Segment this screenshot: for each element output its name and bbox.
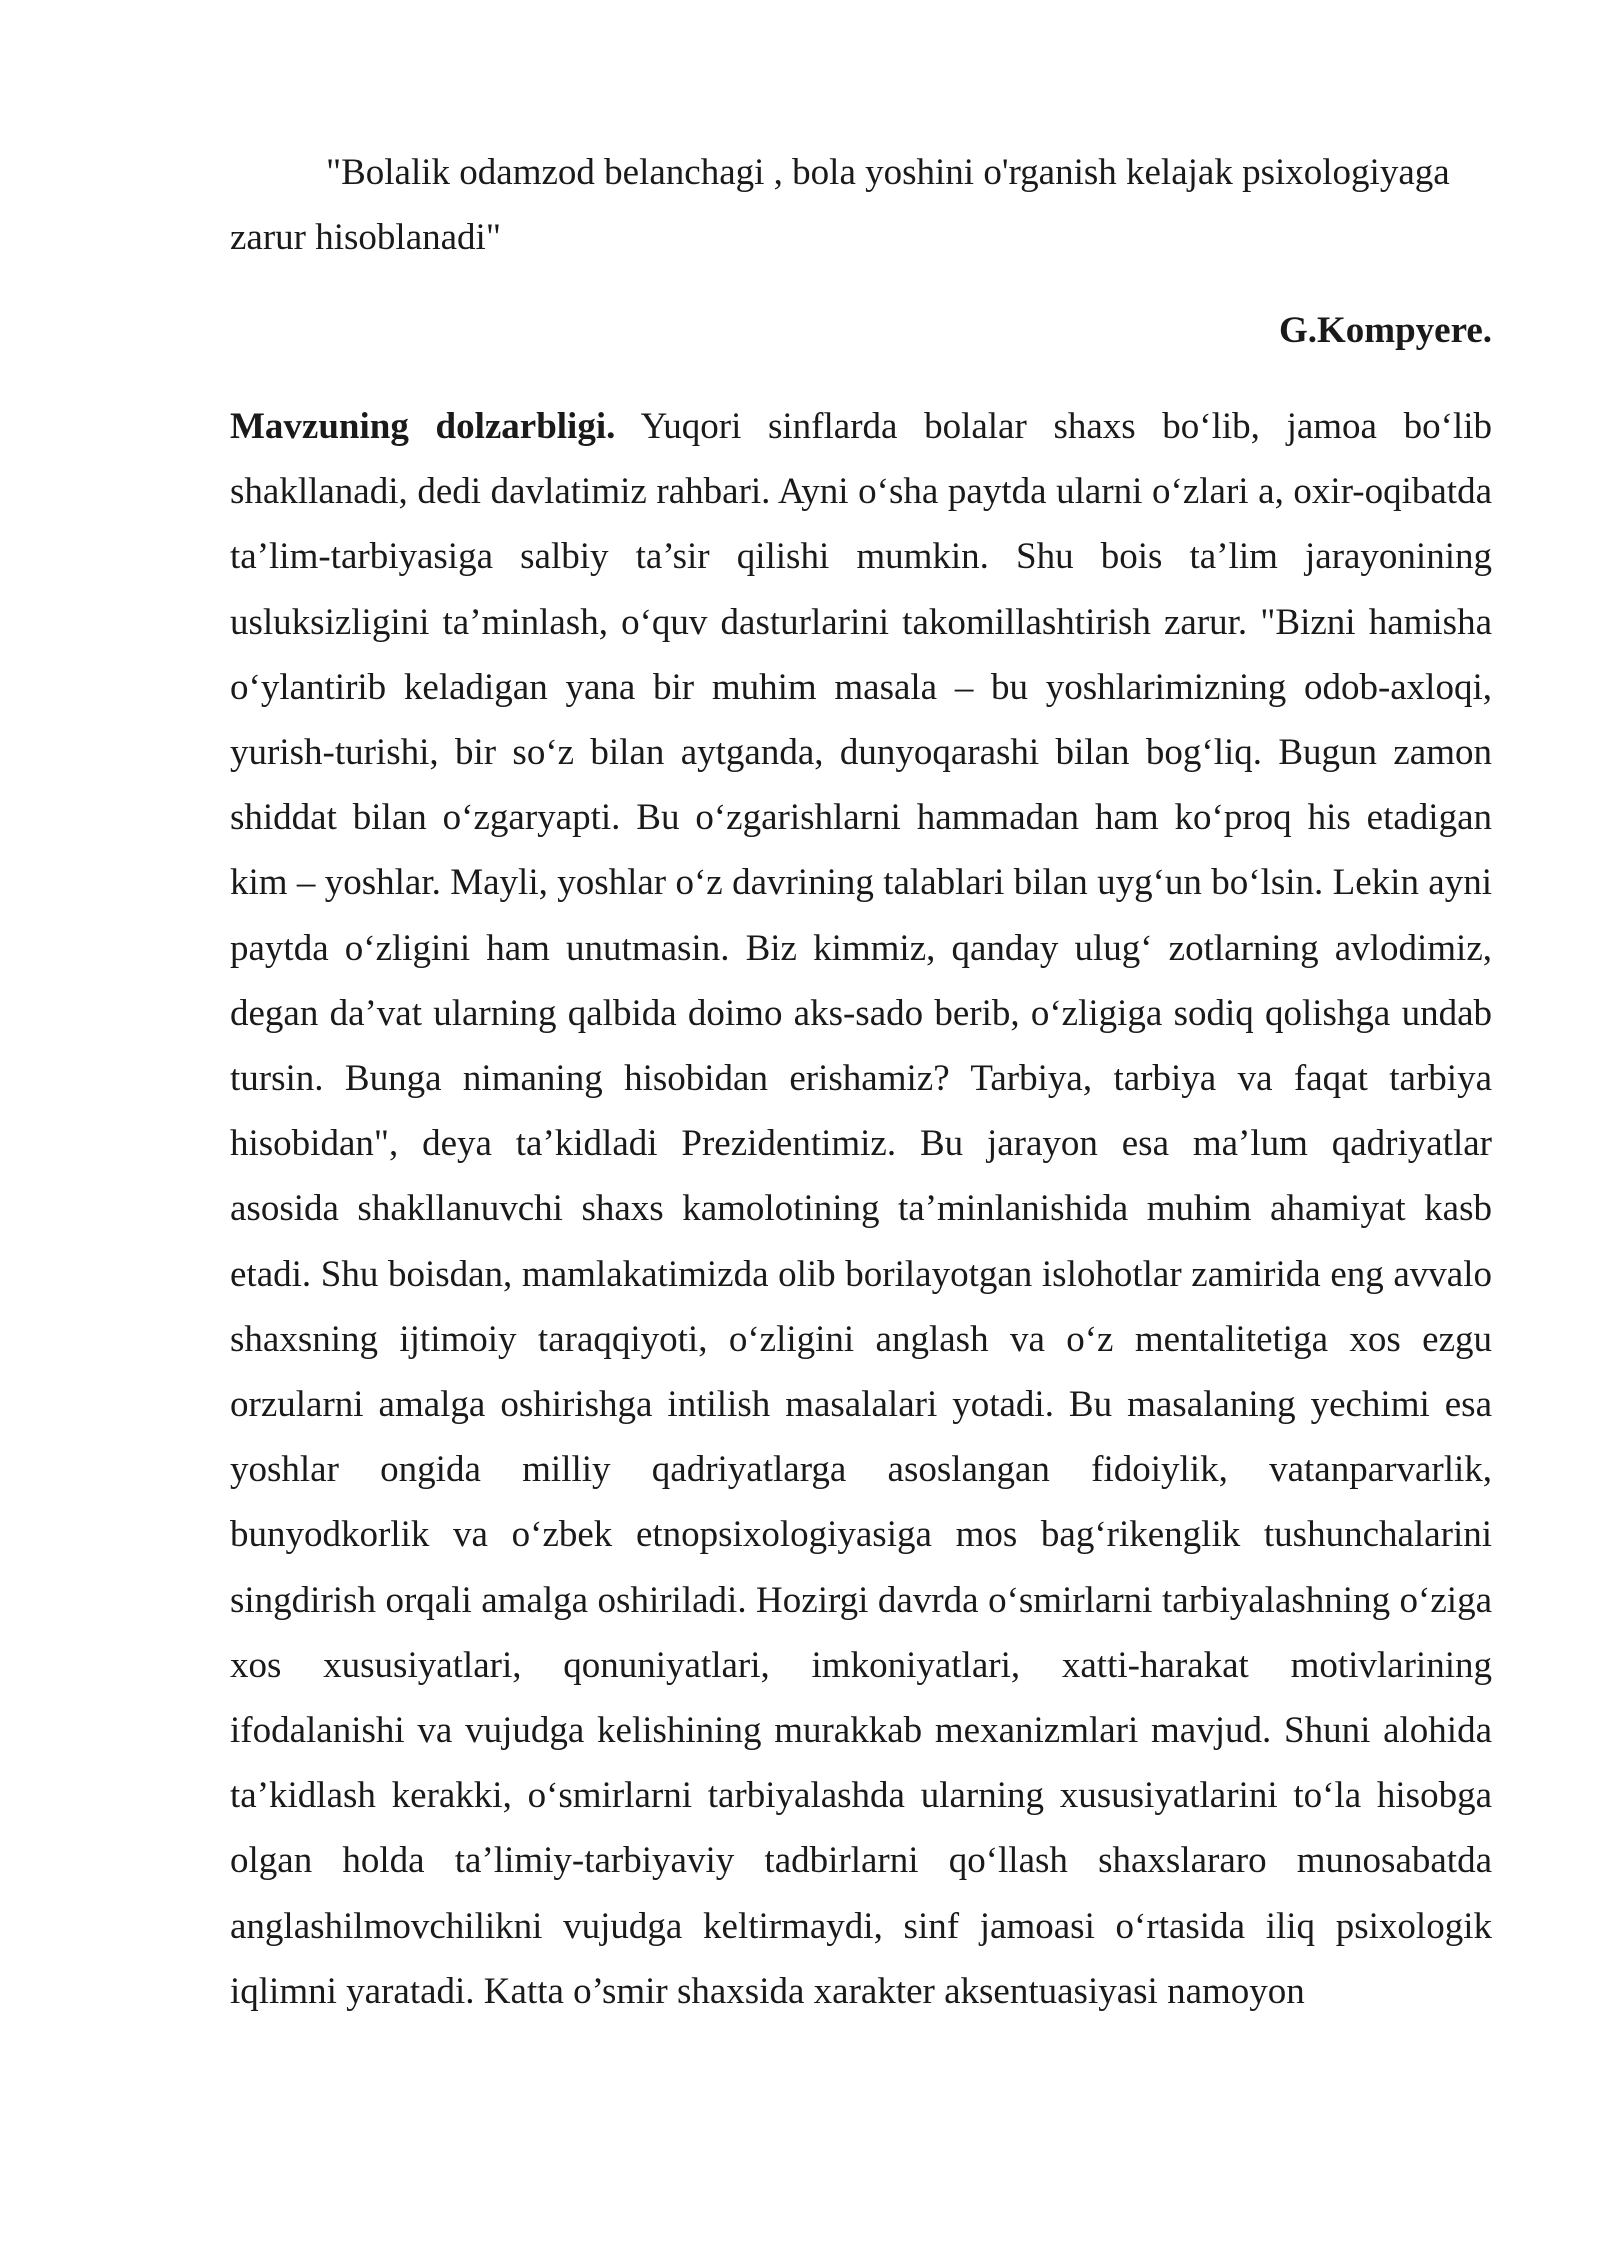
epigraph-author: G.Kompyere.	[1278, 310, 1492, 351]
document-page	[230, 140, 1492, 2024]
section-paragraph	[230, 394, 1492, 2024]
section-text: Yuqori sinflarda bolalar shaxs bo‘lib, jamoa bo‘lib shakllanadi, dedi davlatimiz rahbari. Ayni o‘sha paytda ularni o‘zlari a, oxir-oqibatda ta’lim-tarbiyasiga salbiy ta’sir qilishi mumkin. Shu bois ta’lim jarayonining usluksizligini ta’minlash, o‘quv dasturlarini takomillashtirish zarur. "Bizni hamisha o‘ylantirib keladigan yana bir muhim masala – bu yoshlarimizning odob-axloqi, yurish-turishi, bir so‘z bilan aytganda, dunyoqarashi bilan bog‘liq. Bugun zamon shiddat bilan o‘zgaryapti. Bu o‘zgarishlarni hammadan ham ko‘proq his etadigan kim – yoshlar. Mayli, yoshlar o‘z davrining talablari bilan uyg‘un bo‘lsin. Lekin ayni paytda o‘zligini ham unutmasin. Biz kimmiz, qanday ulug‘ zotlarning avlodimiz, degan da’vat ularning qalbida doimo aks-sado berib, o‘zligiga sodiq qolishga undab tursin. Bunga nimaning hisobidan erishamiz? Tarbiya, tarbiya va faqat tarbiya hisobidan", deya ta’kidladi Prezidentimiz. Bu jarayon esa ma’lum qadriyatlar asosida shakllanuvchi shaxs kamolotining ta’minlanishida muhim ahamiyat kasb etadi. Shu boisdan, mamlakatimizda olib borilayotgan islohotlar zamirida eng avvalo shaxsning ijtimoiy taraqqiyoti, o‘zligini anglash va o‘z mentalitetiga xos ezgu orzularni amalga oshirishga intilish masalalari yotadi. Bu masalaning yechimi esa yoshlar ongida milliy qadriyatlarga asoslangan fidoiylik, vatanparvarlik, bunyodkorlik va o‘zbek etnopsixologiyasiga mos bag‘rikenglik tushunchalarini singdirish orqali amalga oshiriladi. Hozirgi davrda o‘smirlarni tarbiyalashning o‘ziga xos xususiyatlari, qonuniyatlari, imkoniyatlari, xatti-harakat motivlarining ifodalanishi va vujudga kelishining murakkab mexanizmlari mavjud. Shuni alohida ta’kidlash kerakki, o‘smirlarni tarbiyalashda ularning xususiyatlarini to‘la hisobga olgan holda ta’limiy-tarbiyaviy tadbirlarni qo‘llash shaxslararo munosabatda anglashilmovchilikni vujudga keltirmaydi, sinf jamoasi o‘rtasida iliq psixologik iqlimni yaratadi. Katta o’smir shaxsida xarakter aksentuasiyasi namoyon	[230, 406, 1492, 2012]
section-heading: Mavzuning dolzarbligi.	[230, 406, 616, 447]
epigraph-quote: "Bolalik odamzod belanchagi , bola yoshini o'rganish kelajak psixologiyaga zarur hisoblanadi"	[230, 152, 1450, 258]
